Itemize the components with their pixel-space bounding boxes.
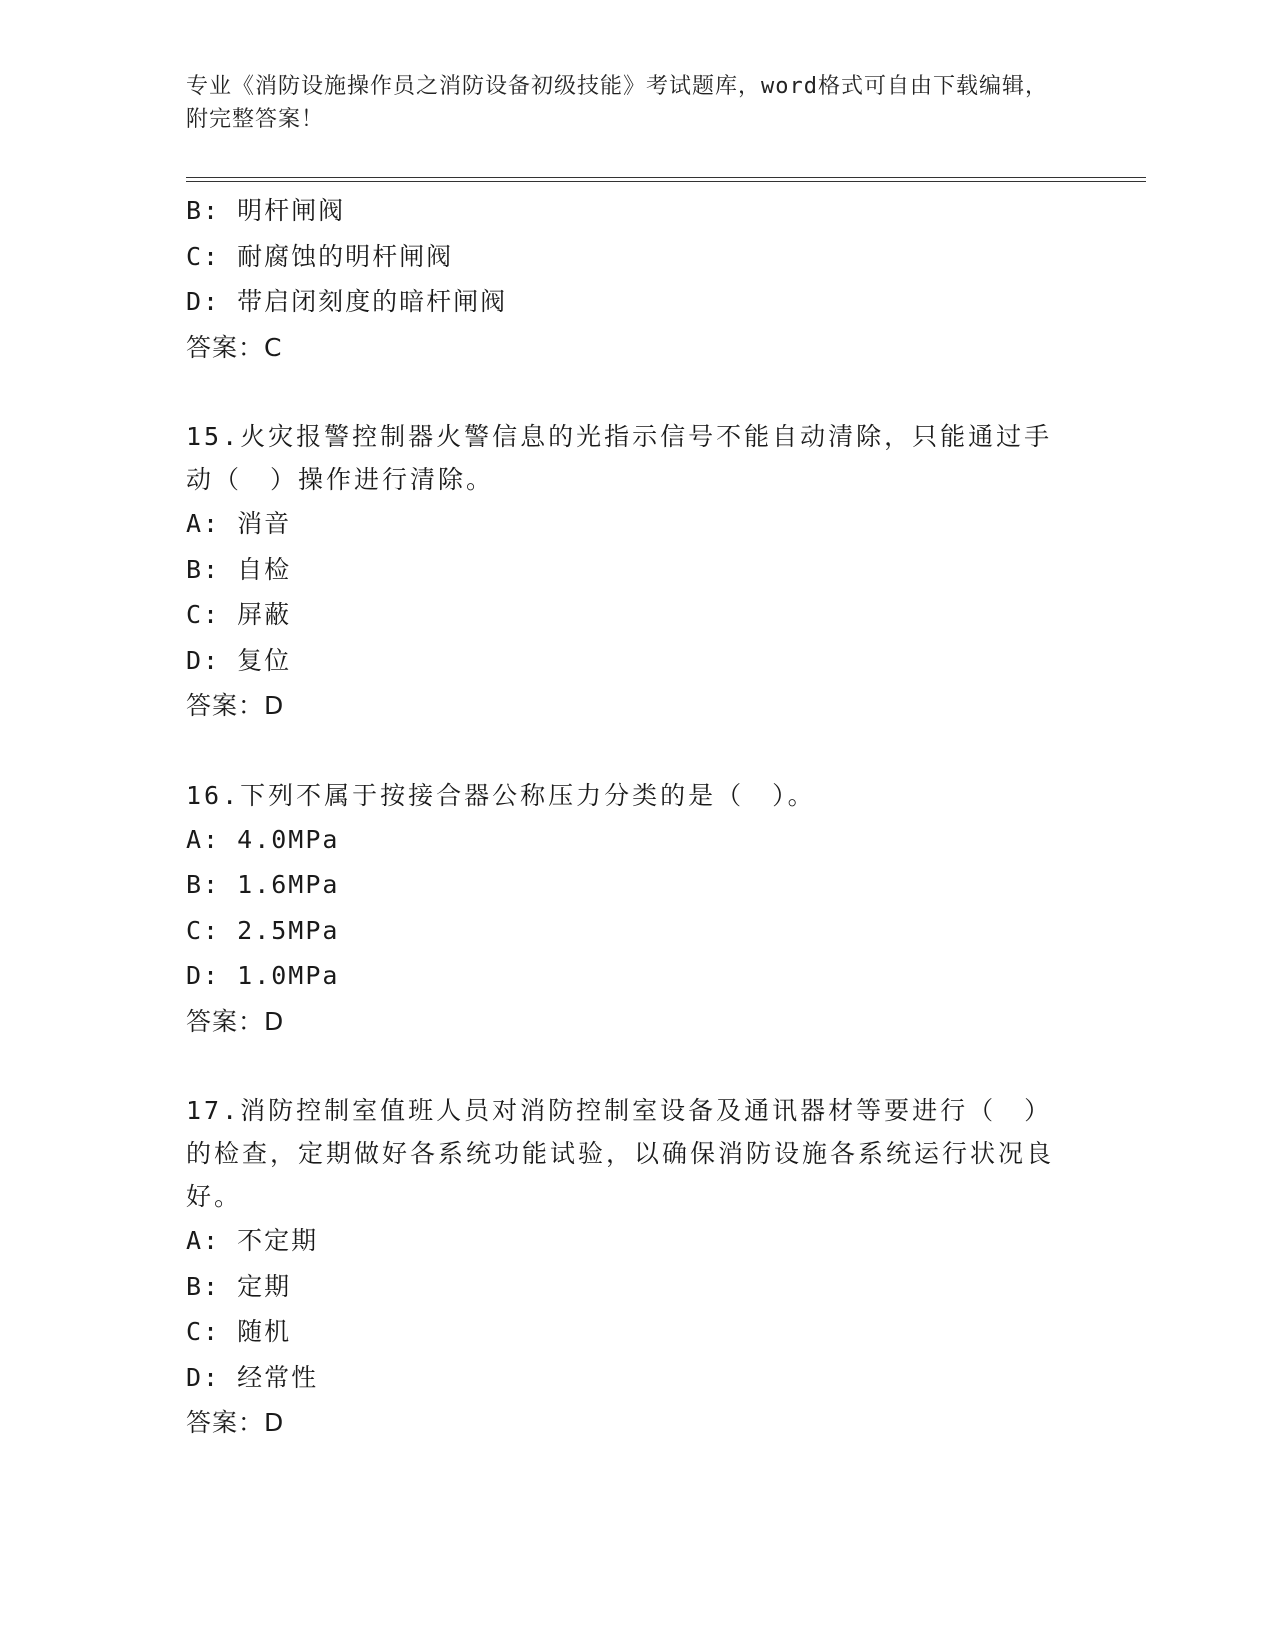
spacer <box>186 729 1086 774</box>
question-content <box>186 188 1086 1446</box>
answer-line: 答案：D <box>186 1006 285 1036</box>
question-stem: 16.下列不属于按接合器公称压力分类的是（ ）。 <box>186 780 816 810</box>
option-a: A: 不定期 <box>186 1226 319 1255</box>
option-d: D: 经常性 <box>186 1362 319 1392</box>
question-14-block <box>186 188 1086 370</box>
header-divider-bottom <box>186 181 1146 182</box>
option-c: C: 随机 <box>186 1317 292 1346</box>
option-b: B: 1.6MPa <box>186 870 340 899</box>
spacer <box>186 370 1086 415</box>
answer-line: 答案：D <box>186 691 285 720</box>
option-b: B: 定期 <box>186 1271 292 1301</box>
option-d: D: 带启闭刻度的暗杆闸阀 <box>186 287 508 316</box>
option-a: A: 消音 <box>186 509 292 538</box>
option-b: B: 自检 <box>186 554 292 584</box>
option-c: C: 耐腐蚀的明杆闸阀 <box>186 241 454 271</box>
question-15-block <box>186 415 1086 729</box>
header-divider-top <box>186 177 1146 178</box>
option-d: D: 复位 <box>186 645 292 675</box>
option-a: A: 4.0MPa <box>186 824 340 854</box>
question-17-block <box>186 1089 1086 1446</box>
answer-line: 答案：C <box>186 332 283 362</box>
option-c: C: 2.5MPa <box>186 915 340 945</box>
page-header: 专业《消防设施操作员之消防设备初级技能》考试题库，word格式可自由下载编辑，附完整答案！ <box>186 74 1048 132</box>
option-b: B: 明杆闸阀 <box>186 196 346 225</box>
question-stem: 17.消防控制室值班人员对消防控制室设备及通讯器材等要进行（ ）的检查，定期做好各系统功能试验，以确保消防设施各系统运行状况良好。 <box>186 1096 1055 1211</box>
option-c: C: 屏蔽 <box>186 600 292 629</box>
question-stem: 15.火灾报警控制器火警信息的光指示信号不能自动清除，只能通过手动（ ）操作进行清除。 <box>186 422 1053 494</box>
answer-line: 答案：D <box>186 1408 285 1437</box>
question-16-block <box>186 774 1086 1045</box>
spacer <box>186 1044 1086 1089</box>
option-d: D: 1.0MPa <box>186 961 340 990</box>
